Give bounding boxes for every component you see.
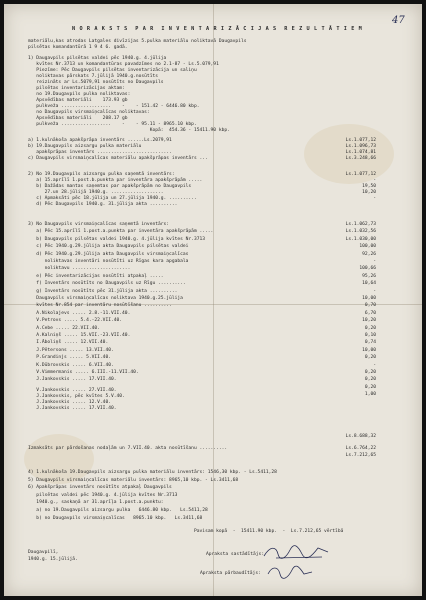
section-1-line: reizināts ar Ls.5079,91 nosūtīts no Daugavpils: [28, 80, 164, 85]
recipient-line: J.Jankovskis ..... 17.VII.40.: [28, 406, 117, 411]
section-a-line: c) Daugavpils virsmaiņcalīcas materiālu apakšprāpas inventārs ...: [28, 156, 208, 161]
section-3-value: 10,20: [362, 318, 376, 324]
section-a-value: Ls.3.248,66: [345, 156, 376, 161]
handwritten-signature: [262, 542, 332, 562]
section-3-value: 0,74: [364, 340, 376, 346]
section-3-value: 0,20: [364, 325, 376, 331]
section-3-line: V.Petrovs ..... 5.4.-22.VII.40.: [28, 318, 123, 324]
section-2-value: 10,20: [362, 190, 376, 195]
place-line: Daugavpilī,: [28, 550, 59, 555]
section-1-line: pilsētas inventarizācijas aktam:: [28, 86, 125, 91]
section-2-line: b) Dažādas mantas saņemtas par apakšprāpām no Daugavpils: [28, 184, 192, 189]
section-1-line: 1) Daugavpils pilsētas valdei pēc 1940.g. 4.jūlija: [28, 56, 167, 61]
section-3-value: 10,00: [362, 296, 376, 301]
section-3-line: c) Pēc 1940.g.29.jūlija akta Daugavpils pilsētas valdei: [28, 244, 189, 250]
document-title: N O R A K S T S P A R I N V E N T A R I Z Ā C I J A S R E Z U L T Ā T I E M: [72, 26, 363, 32]
section-1-line: Apsvēdības materiāli 208.17 gb: [28, 116, 128, 121]
fold-line-vertical: [213, 4, 214, 596]
section-1-line: no 19.Daugavpils pulka noliktavas:: [28, 92, 131, 97]
summary-line: b) no Daugavpils virsmaiņcalīcas 8965.10 kbp. Ls.3411,68: [28, 515, 203, 521]
section-3-line: V.Vimmermanis ..... 6.III.-11.VII.40.: [28, 370, 139, 375]
section-1-line: kvītes Nr.3713 un komandantūras pavadzīmes no 2.1-87 - Ls.5.079,91: [28, 62, 219, 67]
summary-line: a) no 19.Daugavpils aizsargu pulka 6446.80 kbp. Ls.5411,28: [28, 508, 211, 513]
section-3-value: -: [373, 288, 376, 294]
section-3-value: 0,20: [364, 377, 376, 383]
section-3-value: 10,00: [362, 347, 376, 353]
recipient-line: V.Jankovskis ..... 27.VII.40.: [28, 388, 117, 393]
intro-line: pilsētas komandantūrā 1 9 4 6. gadā.: [28, 45, 128, 50]
section-3-total: Ls.8.688,32: [345, 434, 376, 439]
section-2-line: a) 15.aprīlī 1.post.b.punkta par inventāra apakšprāpām .....: [28, 178, 203, 183]
section-3-value: 10,64: [362, 281, 376, 287]
summary-line: 6) Apakšprāpas inventārs nosūtīts atpakaļ Daugavpils: [28, 485, 172, 491]
signature-label-checker: Apraksta pārbaudītājs:: [200, 571, 261, 576]
section-3-line: d) Pēc 1940.g.29.jūlija akta Daugavpils virsmaiņcalīcas: [28, 251, 189, 257]
section-3-line: K.Dūbrovskis ..... 6.VII.40.: [28, 362, 114, 368]
total-value: Ls.6.764,22: [345, 446, 376, 451]
section-3-value: -: [373, 362, 376, 368]
section-1-line: pulkveža .................. - - 95.11 - 8965.10 kbp.: [28, 122, 197, 127]
section-3-value: 6,70: [364, 310, 376, 316]
section-3-line: A.Nikolajevs ..... 2.8.-11.VII.40.: [28, 310, 131, 316]
section-3-line: g) Inventārs nosūtīts pēc 31.jūlija akta ..........: [28, 288, 178, 294]
section-3-line: noliktavu .....................: [28, 266, 131, 272]
summary-line: 1940.g., saskaņā ar 31.aprīļa 1.post.a.punktu:: [28, 500, 164, 506]
section-3-value: -: [373, 259, 376, 264]
section-3-value: 0,10: [364, 333, 376, 338]
section-3-value: 100,00: [359, 244, 376, 250]
section-3-line: J.Pētersons ..... 13.VII.40.: [28, 347, 114, 353]
section-3-line: e) Pēc inventarizācijas nosūtīti atpakaļ .....: [28, 273, 164, 279]
page-number: 47: [392, 15, 405, 26]
section-3-line: A.Cebe ..... 22.VII.40.: [28, 325, 100, 331]
section-1-line: Kopā: 454.36 - 15411.90 kbp.: [28, 128, 230, 133]
section-3-line: b) Daugavpils pilsētas valdei 1940.g. 4.jūlija kvītes Nr.3713: [28, 236, 206, 242]
section-1-line: no Daugavpils virsmaiņcalīcas noliktavas:: [28, 110, 150, 115]
signature-label-compiler: Apraksta sastādītājs:: [206, 552, 265, 557]
summary-line: pilsētas valdei pēc 1940.g. 4.jūlija kvītes Nr.3713: [28, 492, 178, 498]
section-1-line: Apsvēdības materiāli 173.93 gb: [28, 98, 128, 103]
handwritten-signature: [266, 564, 316, 580]
section-3-value: Ls.1.030,00: [345, 236, 376, 242]
section-3-value: 0,70: [364, 303, 376, 309]
total-line: Izmaksāts par pārdošanas nodaļām un 7.VII.40. akta nosūtīšanu ..........: [28, 446, 228, 451]
recipient-line: J.Jankovskis, pēc kvītes 5.V.40.: [28, 394, 125, 399]
section-a-line: apakšprāpas inventārs ...........................: [28, 150, 172, 155]
section-3-value: 95,26: [362, 273, 376, 279]
section-a-value: Ls.1.077,12: [345, 138, 376, 143]
balance-value: Ls.7.212,65: [345, 453, 376, 458]
section-2-line: d) Pēc Daugavpils 1940.g. 31.jūlija akta ..........: [28, 202, 178, 207]
section-3-line: noliktavas inventāri nosūtīti uz Rīgas kara apgabala: [28, 259, 189, 264]
section-3-line: 3) No Daugavpils virsmaiņcalīcas saņemtā inventārs:: [28, 222, 170, 227]
section-3-value: 0,20: [364, 370, 376, 375]
recipient-line: J.Jankovskis ..... 12.V.40.: [28, 400, 111, 405]
section-3-line: a) Pēc 15.aprīlī 1.post.a.punkta par inventāra apakšprāpām .....: [28, 229, 214, 235]
section-2-line: 27.un 28.jūlijā 1940.g. ...................: [28, 190, 164, 195]
section-3-line: f) Inventārs nosūtīts no Daugavpils uz Rīgu ..........: [28, 281, 186, 287]
section-2-line: c) Apmaksāti pēc 18.jūlija un 27.jūlija 1940.g. ..........: [28, 196, 197, 201]
section-3-value: 92,26: [362, 251, 376, 257]
section-3-value: Ls.1.032,56: [345, 229, 376, 235]
section-3-value: 1,00: [364, 392, 376, 398]
intro-line: materiālu,kas atrodas Latgales divīzijas 5.pulka materiālu noliktavā Daugavpils: [28, 39, 247, 44]
section-1-line: Piezīme: Pēc Daugavpils pilsētas inventarizācija un saliņu: [28, 68, 197, 73]
section-a-value: Ls.1.096,73: [345, 144, 376, 149]
summary-line: 5) Daugavpils virsmaiņcalīcas materiālu inventārs: 8965,10 kbp. - Ls.3411,68: [28, 477, 239, 483]
date-line: 1940.g. 15.jūlijā.: [28, 557, 78, 562]
section-1-line: pulkveža .................. - - 151.42 - 6446.80 kbp.: [28, 104, 200, 109]
section-2-value: -: [373, 196, 376, 201]
section-a-value: Ls.1.074,81: [345, 150, 376, 155]
section-3-value: 100,66: [359, 266, 376, 272]
section-3-value: Ls.1.062,73: [345, 222, 376, 227]
section-3-line: Daugavpils virsmaiņcalīcas noliktava 1940.g.25.jūlija: [28, 296, 183, 301]
summary-line: 4) 1.kulnākoša 19.Daugavpils aizsargu pulka materiālu inventārs: 1546,30 kbp. - Ls.5411,28: [28, 470, 277, 475]
section-1-line: noliktavas pārskats 7.jūlijā 1940.g.nosūtīts: [28, 74, 158, 79]
section-3-line: J.Jankovskis ..... 17.VII.40.: [28, 377, 117, 383]
section-2-value: 19,50: [362, 184, 376, 189]
section-2-value: -: [373, 178, 376, 183]
section-a-line: b) 19.Daugavpils aizsargu pulka materiālu: [28, 144, 142, 149]
section-2-value: Ls.1.077,12: [345, 172, 376, 177]
section-3-line: I.Āboliņš ..... 12.VII.40.: [28, 340, 109, 346]
section-3-line: kvītes Nr.854 par inventāru nosūtīšanu ..........: [28, 303, 172, 309]
section-3-value: 0,20: [364, 355, 376, 361]
section-a-line: a) 1.kulnākoša apakšprāpa inventārs ......Ls.2079,91: [28, 138, 172, 143]
document-page: [4, 4, 422, 596]
section-3-value: 0,20: [364, 384, 376, 390]
paper-stain: [24, 434, 94, 484]
section-3-line: A.Kalniņš ..... 15.VII.-23.VII.40.: [28, 333, 131, 338]
final-total-line: Pavisam kopā - 15411.90 kbp. - Ls.7.212,65 vērtībā: [194, 529, 344, 534]
section-3-line: P.Grandinjs ..... 5.VII.40.: [28, 355, 111, 361]
section-2-line: 2) No 19.Daugavpils aizsargu pulka saņemtā inventārs:: [28, 172, 175, 177]
